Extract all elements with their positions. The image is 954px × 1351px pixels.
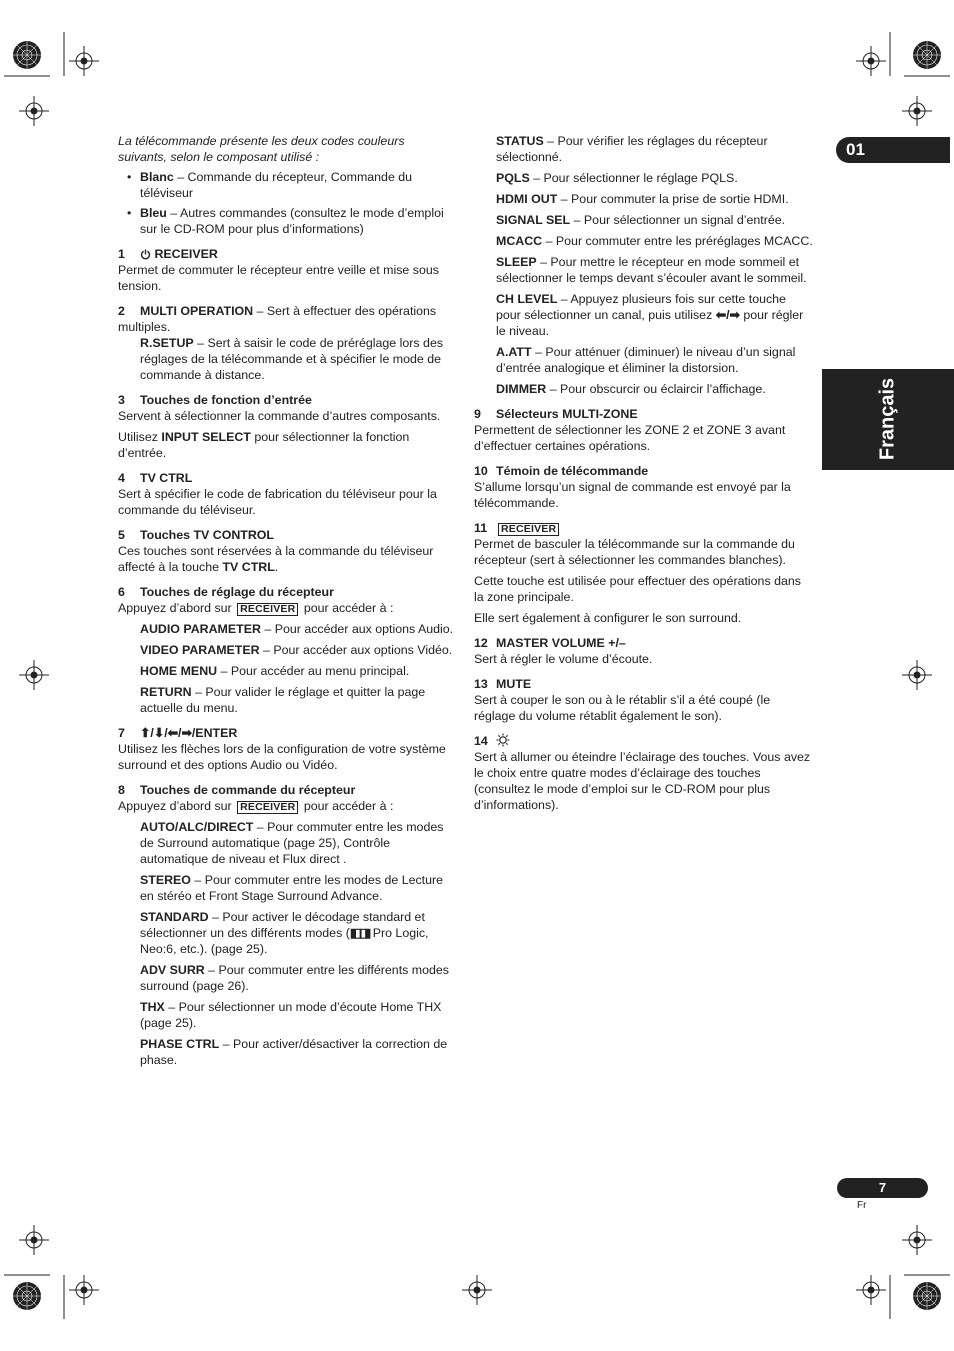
section-heading-12: 12 MASTER VOLUME +/– (474, 636, 626, 650)
section-item: A.ATT – Pour atténuer (diminuer) le niveau d’un signal d’entrée analogique et éliminer la distorsion. (496, 345, 796, 375)
section-body: Cette touche est utilisée pour effectuer des opérations dans la zone principale. (474, 574, 801, 604)
language-tab (822, 369, 954, 470)
section-item: STATUS – Pour vérifier les réglages du récepteur sélectionné. (496, 134, 768, 164)
section-heading-7: 7 ⬆/⬇/⬅/➡/ENTER (118, 726, 238, 740)
section-heading-8: 8 Touches de commande du récepteur (118, 783, 356, 797)
section-body: Sert à spécifier le code de fabrication du téléviseur pour la commande du téléviseur. (118, 487, 437, 517)
section-body: Permet de commuter le récepteur entre veille et mise sous tension. (118, 263, 439, 293)
section-heading-5: 5 Touches TV CONTROL (118, 528, 275, 542)
section-item: SLEEP – Pour mettre le récepteur en mode sommeil et sélectionner le temps devant s’écouler avant le sommeil. (496, 255, 807, 285)
section-body: Permet de basculer la télécommande sur la commande du récepteur (sert à sélectionner les commandes blanches). (474, 537, 795, 567)
left-column (118, 133, 454, 1073)
section-item: PHASE CTRL – Pour activer/désactiver la correction de phase. (140, 1037, 448, 1067)
section-item: HOME MENU – Pour accéder au menu principal. (140, 664, 410, 678)
section-heading-6: 6 Touches de réglage du récepteur (118, 585, 334, 599)
receiver-key: RECEIVER (498, 523, 559, 536)
section-heading-4: 4 TV CTRL (118, 471, 193, 485)
section-heading-13: 13 MUTE (474, 677, 532, 691)
section-item: VIDEO PARAMETER – Pour accéder aux options Vidéo. (140, 643, 453, 657)
section-body: Elle sert également à configurer le son surround. (474, 611, 742, 625)
section-body: Servent à sélectionner la commande d’autres composants. (118, 409, 441, 423)
section-item: AUTO/ALC/DIRECT – Pour commuter entre les modes de Surround automatique (page 25), Contrôle automatique de niveau et Flux direct . (140, 820, 444, 866)
language-tab-label: Français (876, 377, 899, 461)
section-body: Utilisez les flèches lors de la configuration de votre système surround et des options Audio ou Vidéo. (118, 742, 446, 772)
power-icon (140, 249, 151, 260)
section-heading-2: 2 MULTI OPERATION – Sert à effectuer des opérations multiples. (118, 304, 437, 334)
section-item: ADV SURR – Pour commuter entre les différents modes surround (page 26). (140, 963, 449, 993)
bullet-item: • Blanc – Commande du récepteur, Commande du téléviseur (127, 170, 413, 200)
intro-text: La télécommande présente les deux codes couleurs suivants, selon le composant utilisé : (118, 134, 405, 164)
receiver-key: RECEIVER (237, 801, 298, 814)
right-column (474, 133, 814, 818)
section-item: DIMMER – Pour obscurcir ou éclaircir l’affichage. (496, 382, 766, 396)
section-item: THX – Pour sélectionner un mode d’écoute Home THX (page 25). (140, 1000, 442, 1030)
section-item: STEREO – Pour commuter entre les modes de Lecture en stéréo et Front Stage Surround Advance. (140, 873, 444, 903)
section-item: MCACC – Pour commuter entre les préréglages MCACC. (496, 234, 813, 248)
section-heading-14: 14 (474, 733, 814, 749)
arrow-keys-icons: ⬆/⬇/⬅/➡ (140, 726, 192, 740)
section-body: Sert à couper le son ou à le rétablir s’il a été coupé (le réglage du volume rétablit également le son). (474, 693, 771, 723)
section-body: Utilisez INPUT SELECT pour sélectionner la fonction d’entrée. (118, 430, 410, 460)
chapter-tab: 01 (836, 137, 950, 163)
page-number: 7 (837, 1178, 928, 1198)
section-body: Appuyez d’abord sur RECEIVER pour accéder à : (118, 799, 394, 813)
light-bulb-icon (496, 733, 510, 747)
section-item: RETURN – Pour valider le réglage et quitter la page actuelle du menu. (140, 685, 426, 715)
bullet-item: • Bleu – Autres commandes (consultez le mode d’emploi sur le CD-ROM pour plus d’informations) (127, 206, 444, 236)
section-body: Appuyez d’abord sur RECEIVER pour accéder à : (118, 601, 394, 615)
section-body: Permettent de sélectionner les ZONE 2 et ZONE 3 avant d’effectuer certaines opérations. (474, 423, 786, 453)
section-body: Ces touches sont réservées à la commande du téléviseur affecté à la touche TV CTRL. (118, 544, 434, 574)
receiver-key: RECEIVER (237, 603, 298, 616)
section-heading-10: 10 Témoin de télécommande (474, 464, 649, 478)
section-item: STANDARD – Pour activer le décodage standard et sélectionner un des différents modes (◧◨ Pro Logic, Neo:6, etc.). (page 25). (140, 910, 429, 956)
section-body: S’allume lorsqu’un signal de commande est envoyé par la télécommande. (474, 480, 791, 510)
section-item: HDMI OUT – Pour commuter la prise de sortie HDMI. (496, 192, 789, 206)
left-right-arrow-icons: ⬅/➡ (715, 308, 740, 322)
page-language: Fr (857, 1200, 867, 1211)
section-item: SIGNAL SEL – Pour sélectionner un signal d’entrée. (496, 213, 786, 227)
section-item: PQLS – Pour sélectionner le réglage PQLS. (496, 171, 738, 185)
section-item: CH LEVEL – Appuyez plusieurs fois sur cette touche pour sélectionner un canal, puis utilisez ⬅/➡ pour régler le niveau. (496, 292, 804, 338)
section-body: Sert à régler le volume d’écoute. (474, 652, 653, 666)
section-heading-11: 11 RECEIVER (474, 520, 814, 536)
section-heading-1: 1 RECEIVER (118, 247, 218, 261)
section-item: R.SETUP – Sert à saisir le code de préréglage lors des réglages de la télécommande et à spécifier le mode de commande à distance. (140, 336, 444, 382)
section-body: Sert à allumer ou éteindre l’éclairage des touches. Vous avez le choix entre quatre modes d’éclairage des touches (consultez le mode d’emploi sur le CD-ROM pour plus d’informations). (474, 750, 811, 812)
section-heading-3: 3 Touches de fonction d’entrée (118, 393, 312, 407)
section-item: AUDIO PARAMETER – Pour accéder aux options Audio. (140, 622, 454, 636)
section-heading-9: 9 Sélecteurs MULTI-ZONE (474, 407, 638, 421)
dolby-double-d-icon: ◧◨ (349, 926, 370, 940)
